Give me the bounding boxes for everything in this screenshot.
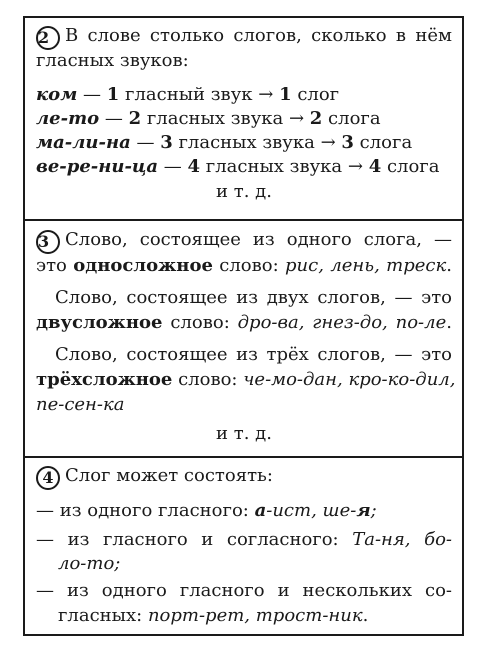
s2-intro-line-2: гласных звуков: [36, 50, 189, 71]
section-divider-2 [25, 456, 462, 459]
s3-p1-line-1: 3 Слово, состоящее из одного слога, — [36, 229, 452, 251]
s2-intro-line-1: 2 В слове столько слогов, сколько в нём [36, 25, 452, 47]
s2-number-badge: 2 [36, 26, 60, 50]
s3-number-badge: 3 [36, 230, 60, 254]
s4-number-badge: 4 [36, 466, 60, 490]
s4-item-3-line-2: гласных: порт-рет, трост-ник. [58, 605, 369, 626]
s2-row-4: ве-ре-ни-ца — 4 гласных звука → 4 слога [36, 156, 440, 177]
s4-item-1: — из одного гласного: а-ист, ше-я; [36, 500, 377, 521]
section-divider-1 [25, 219, 462, 222]
s4-item-2-line-2: ло-то; [58, 553, 121, 574]
s3-etc: и т. д. [216, 423, 272, 444]
s4-intro: 4 Слог может состоять: [36, 465, 452, 487]
s2-row-2: ле-то — 2 гласных звука → 2 слога [36, 108, 381, 129]
s4-item-2-line-1: — из гласного и согласного: Та-ня, бо- [36, 529, 452, 550]
s2-row-3: ма-ли-на — 3 гласных звука → 3 слога [36, 132, 413, 153]
s3-p2-line-1: Слово, состоящее из двух слогов, — это [55, 287, 452, 308]
s3-p3-line-3: пе-сен-ка [36, 394, 125, 415]
s4-item-3-line-1: — из одного гласного и нескольких со- [36, 580, 452, 601]
s3-p1-line-2: это односложное слово: рис, лень, треск. [36, 255, 452, 276]
rules-card [23, 16, 464, 636]
s3-p3-line-2: трёхсложное слово: че-мо-дан, кро-ко-дил, [36, 369, 456, 390]
s3-p2-line-2: двусложное слово: дро-ва, гнез-до, по-ле. [36, 312, 452, 333]
s2-etc: и т. д. [216, 181, 272, 202]
s2-row-1: ком — 1 гласный звук → 1 слог [36, 84, 340, 105]
s3-p3-line-1: Слово, состоящее из трёх слогов, — это [55, 344, 452, 365]
